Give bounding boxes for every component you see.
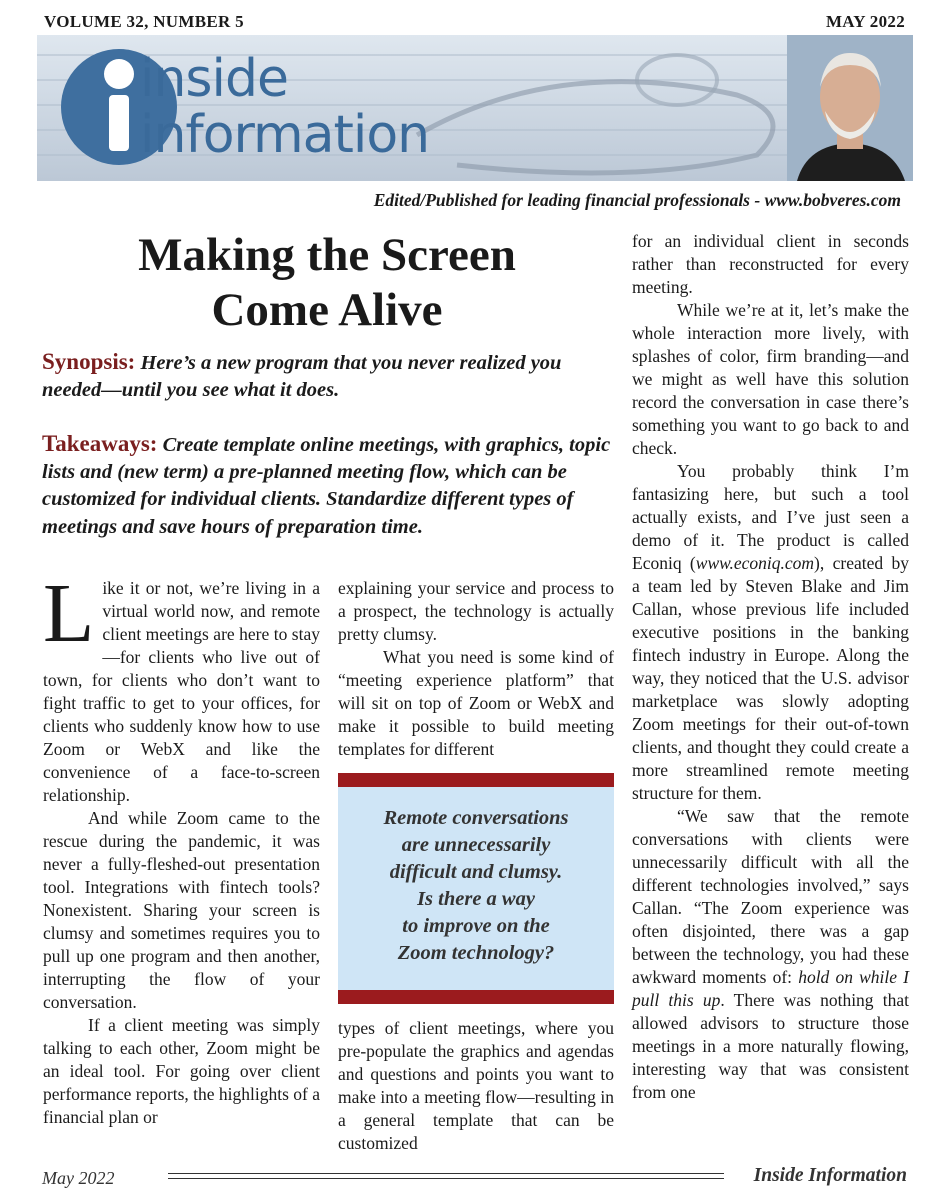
article-headline <box>42 228 612 338</box>
footer-publication: Inside Information <box>753 1165 907 1186</box>
volume-number: VOLUME 32, NUMBER 5 <box>44 12 244 31</box>
paragraph-text: ), created by a team led by Steven Blake and Jim Callan, whose previous life included executive positions in the banking fintech industry in Europe. Along the way, they noticed that the U.S. advisor marketplace was slowly adopting Zoom meetings for their out-of-town clients, and thought they could create a more streamlined remote meeting structure for them. <box>632 553 909 803</box>
synopsis-label: Synopsis: <box>42 349 136 374</box>
pull-quote-bottom-bar <box>338 990 614 1004</box>
body-column-1 <box>43 567 320 1129</box>
body-paragraph: What you need is some kind of “meeting experience platform” that will sit on top of Zoom or WebX and make it possible to build meeting templates for different <box>338 647 614 759</box>
pull-quote-line: difficult and clumsy. <box>389 861 563 883</box>
logo-text-information: information <box>140 105 430 165</box>
paragraph-text: You probably think I’m fantasizing here, but such a tool actually exists, and I’ve just seen a demo of it. The product is called Econiq ( <box>632 461 909 573</box>
logo-i-dot <box>104 59 134 89</box>
econiq-link[interactable]: www.econiq.com <box>695 553 815 573</box>
emphasis-text: hold on while I pull this up <box>632 967 909 1010</box>
body-column-2-bottom <box>338 1017 614 1155</box>
body-paragraph: types of client meetings, where you pre-populate the graphics and agendas and questions and points you want to make into a meeting flow—resulting in a general template that can be customized <box>338 1018 614 1153</box>
paragraph-text: ike it or not, we’re living in a virtual world now, and remote client meetings are here to stay—for clients who live out of town, for clients who don’t want to fight traffic to get to your offices, for clients who suddenly know how to use Zoom or WebX and like the convenience of a face-to-screen relationship. <box>43 578 320 805</box>
body-paragraph: for an individual client in seconds rather than reconstructed for every meeting. <box>632 231 909 297</box>
takeaways <box>42 430 617 541</box>
body-column-3 <box>632 230 909 1104</box>
body-column-2-top <box>338 577 614 761</box>
paragraph-text: “We saw that the remote conversations with clients were unnecessarily difficult with all the different technologies involved,” says Callan. “The Zoom experience was often disjointed, there was a gap between the technology, you had these awkward moments of: <box>632 806 909 987</box>
body-paragraph: And while Zoom came to the rescue during the pandemic, it was never a fully-fleshed-out presentation tool. Integrations with fintech tools? Nonexistent. Sharing your screen is clumsy and sometimes requires you to pull up one program and then another, interrupting the flow of your conversation. <box>43 808 320 1012</box>
logo-text-inside: inside <box>140 49 288 109</box>
synopsis <box>42 348 617 404</box>
synopsis-text: Here’s a new program that you never realized you needed—until you see what it does. <box>42 352 562 401</box>
pull-quote-text <box>348 805 604 967</box>
editor-portrait <box>787 35 913 181</box>
pull-quote-line: are unnecessarily <box>401 834 551 856</box>
headline-line-2: Come Alive <box>211 284 443 336</box>
issue-date: MAY 2022 <box>825 12 905 31</box>
body-paragraph: While we’re at it, let’s make the whole interaction more lively, with splashes of color, firm branding—and we might as well have this solution record the conversation in case there’s something you want to go back to and check. <box>632 300 909 458</box>
pull-quote <box>338 787 614 990</box>
body-paragraph: If a client meeting was simply talking to each other, Zoom might be an ideal tool. For going over client performance reports, the highlights of a financial plan or <box>43 1015 320 1127</box>
tagline: Edited/Published for leading financial professionals - www.bobveres.com <box>373 190 901 210</box>
takeaways-label: Takeaways: <box>42 431 158 456</box>
takeaways-text: Create template online meetings, with graphics, topic lists and (new term) a pre-planned meeting flow, which can be customized for individual clients. Standardize different types of meetings and save hours of preparation time. <box>42 434 611 538</box>
pull-quote-top-bar <box>338 773 614 787</box>
pull-quote-line: Remote conversations <box>383 807 569 829</box>
body-paragraph <box>43 567 320 807</box>
headline-line-1: Making the Screen <box>138 229 516 281</box>
body-paragraph <box>632 805 909 1104</box>
body-paragraph <box>632 460 909 805</box>
body-paragraph: explaining your service and process to a prospect, the technology is actually pretty clumsy. <box>338 578 614 644</box>
footer-rule <box>168 1173 724 1174</box>
pull-quote-line: to improve on the <box>402 915 550 937</box>
pull-quote-line: Is there a way <box>417 888 535 910</box>
footer-date: May 2022 <box>42 1168 115 1188</box>
drop-cap: L <box>43 567 95 660</box>
paragraph-text: . There was nothing that allowed advisors to structure those meetings in a more naturally flowing, interesting way that was consistent from one <box>632 990 909 1102</box>
pull-quote-line: Zoom technology? <box>397 942 555 964</box>
logo-i-stem <box>109 95 129 151</box>
footer-rule <box>168 1178 724 1179</box>
masthead-banner <box>37 35 913 181</box>
